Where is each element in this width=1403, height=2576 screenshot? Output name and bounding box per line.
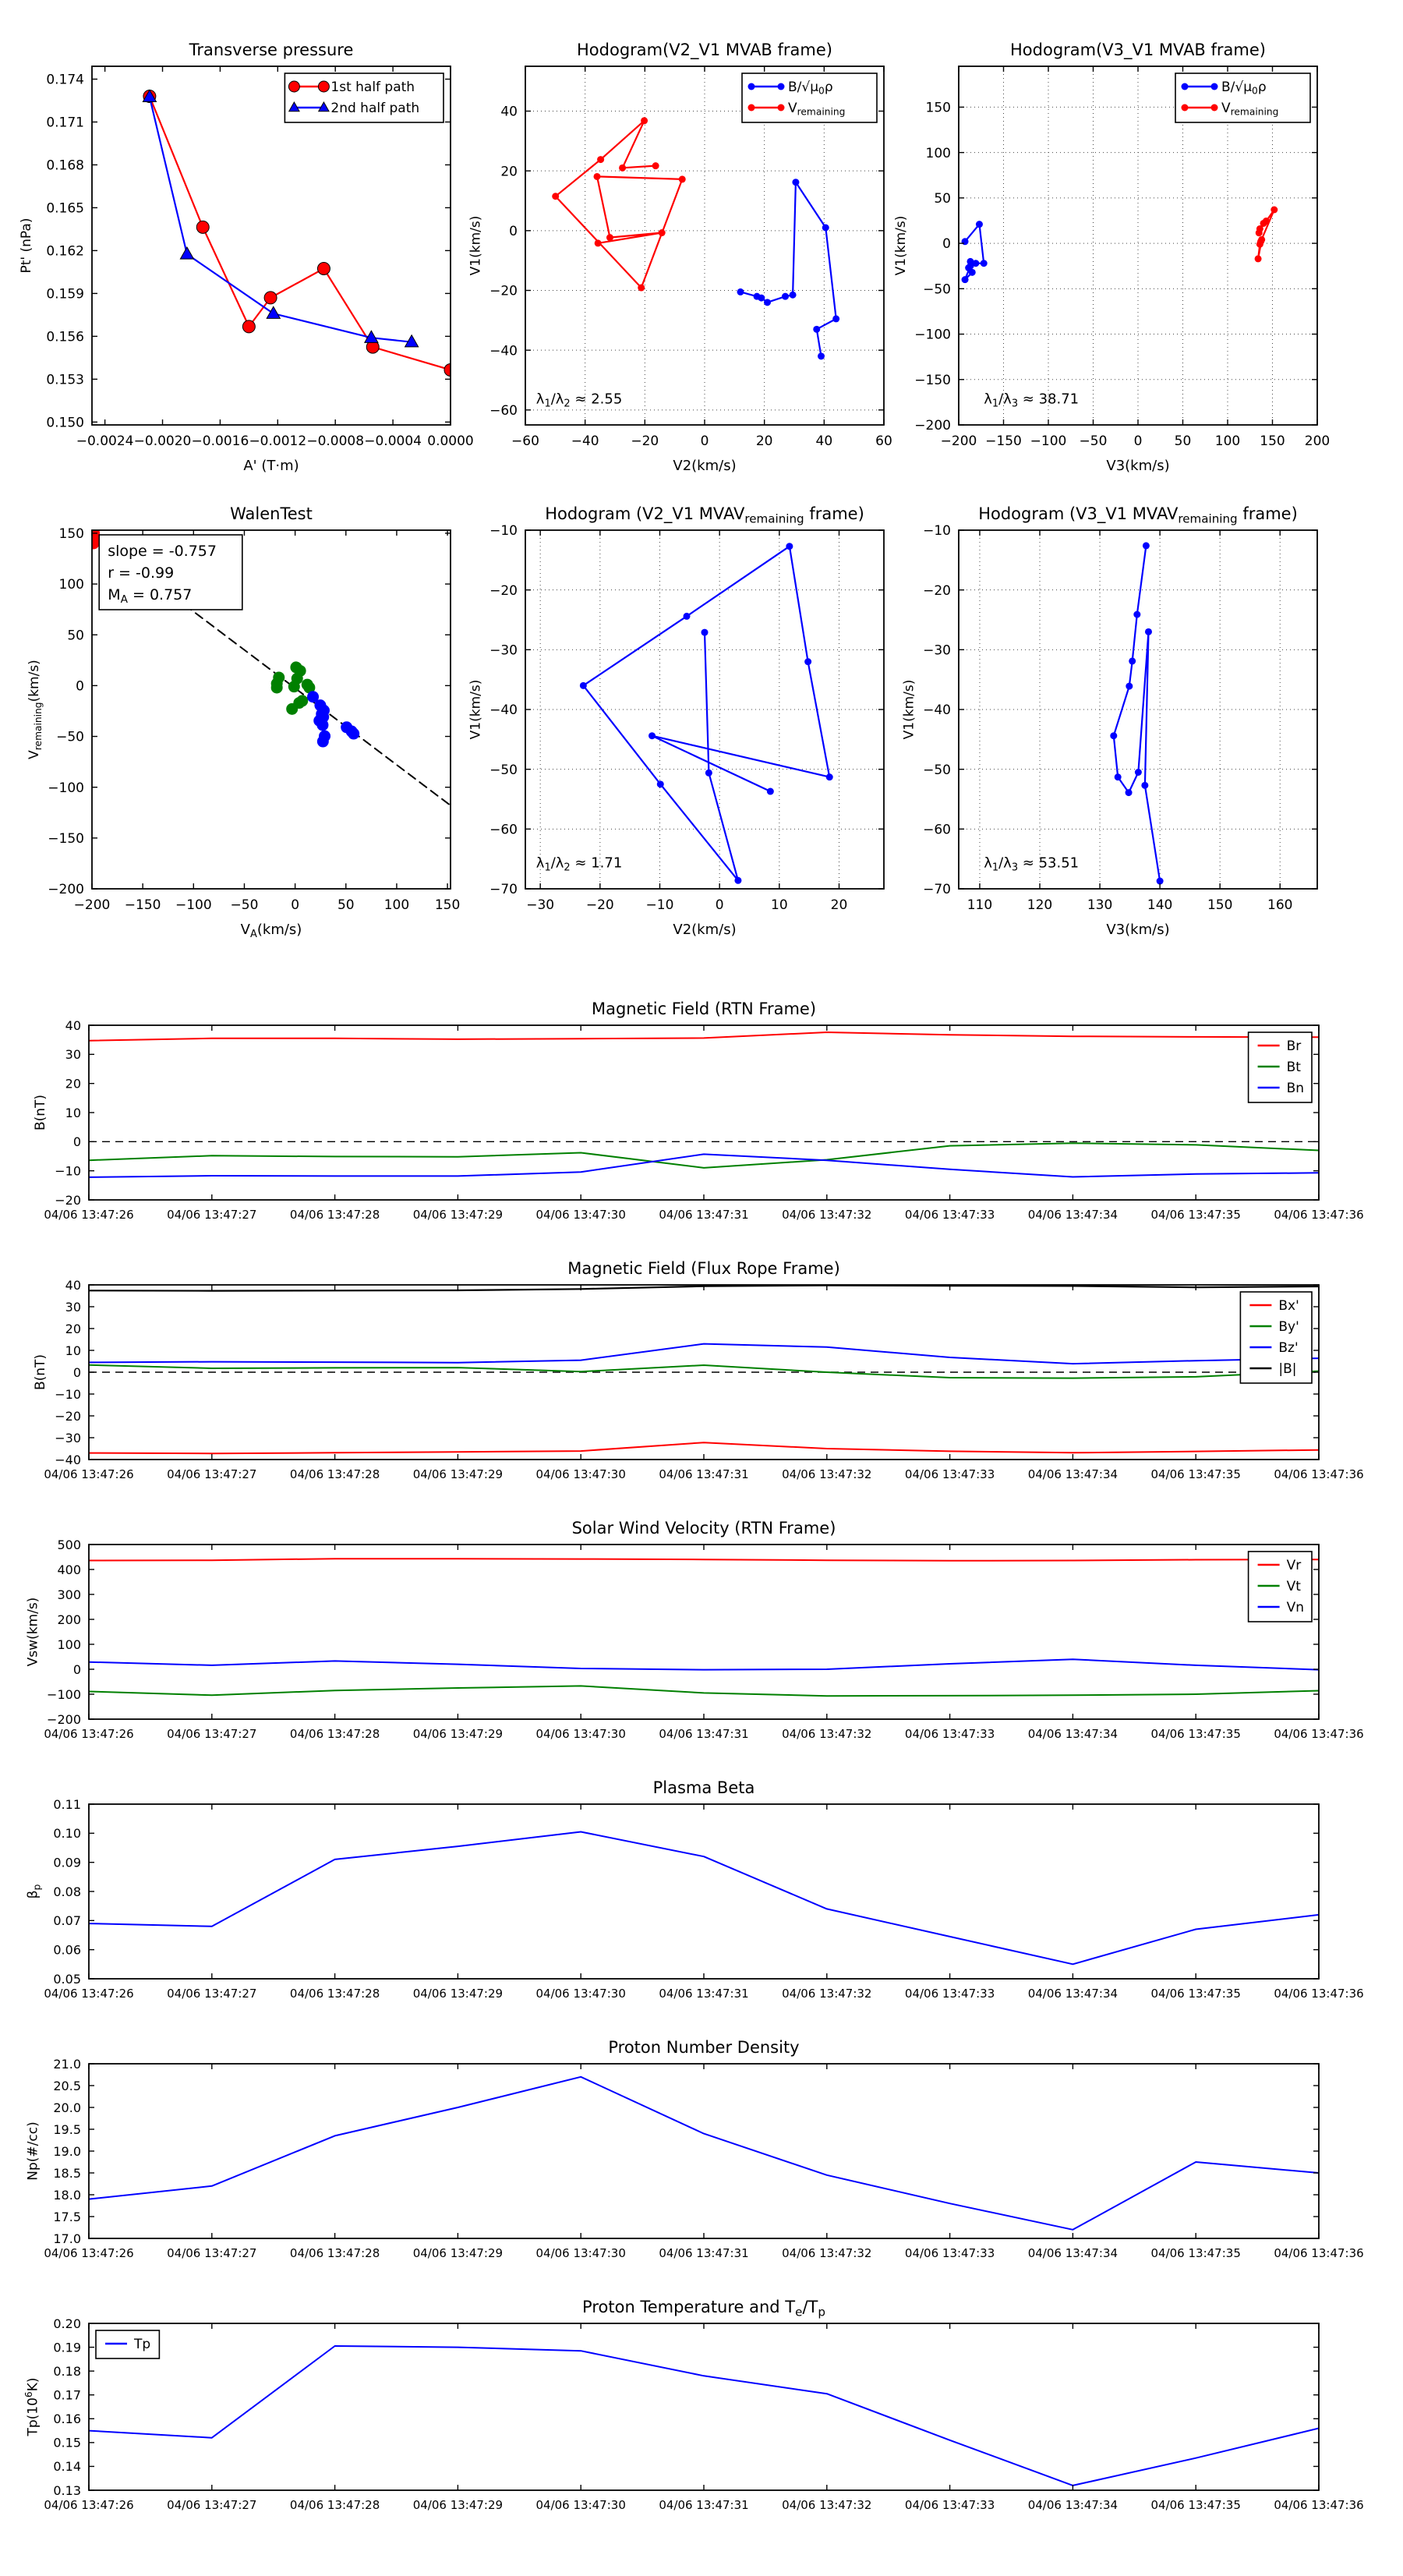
y-tick-label: 0.18: [53, 2363, 81, 2379]
legend-label: $B/√\mu_0\rho$: [788, 79, 833, 97]
y-tick-label: −60: [489, 822, 518, 838]
y-tick-label: 40: [500, 104, 518, 120]
y-tick-label: 17.0: [53, 2231, 81, 2246]
x-tick-label: 100: [1214, 433, 1241, 449]
y-tick-label: 19.0: [53, 2143, 81, 2159]
y-tick-label: −60: [489, 402, 518, 419]
x-tick-label: 20: [755, 433, 773, 449]
y-tick-label: −100: [48, 780, 84, 796]
y-tick-label: 19.5: [53, 2121, 81, 2137]
y-axis-label: B(nT): [33, 1353, 49, 1391]
x-tick-label: 04/06 13:47:27: [167, 1987, 257, 2001]
panel-title: Magnetic Field (RTN Frame): [591, 1000, 817, 1018]
x-tick-label: 04/06 13:47:30: [535, 2498, 626, 2512]
y-tick-label: 17.5: [53, 2209, 81, 2224]
annotation-line: $M_A = 0.757$: [108, 586, 193, 607]
x-tick-label: −0.0008: [306, 433, 365, 449]
y-tick-label: 18.5: [53, 2165, 81, 2181]
x-axis-label: V3(km/s): [1106, 458, 1170, 474]
x-tick-label: −50: [1079, 433, 1108, 449]
legend-label: $V_{remaining}$: [1221, 100, 1279, 118]
annotation-text: $\lambda_1/\lambda_2 \approx 2.55$: [535, 391, 623, 410]
x-tick-label: 04/06 13:47:32: [782, 1727, 872, 1741]
y-tick-label: 0.15: [53, 2435, 81, 2450]
y-tick-label: −10: [489, 523, 518, 540]
y-tick-label: 0: [72, 1364, 81, 1380]
x-tick-label: 04/06 13:47:35: [1150, 1208, 1241, 1222]
x-tick-label: −50: [230, 897, 259, 913]
y-tick-label: −20: [923, 582, 951, 599]
y-axis-label: Pt' (nPa): [19, 218, 34, 274]
x-axis-label: $V_A(km/s)$: [240, 922, 302, 940]
y-tick-label: 0: [72, 1134, 81, 1150]
x-tick-label: 04/06 13:47:32: [782, 2498, 872, 2512]
x-tick-label: 200: [1304, 433, 1331, 449]
y-tick-label: 0.19: [53, 2340, 81, 2355]
legend-label: Vt: [1286, 1578, 1301, 1594]
x-tick-label: −200: [73, 897, 111, 913]
x-tick-label: 04/06 13:47:31: [659, 1208, 749, 1222]
panel-title: Hodogram (V2_V1 $MVAV_{remaining}$ frame): [545, 504, 864, 526]
panel-title: Proton Number Density: [608, 2038, 800, 2057]
annotation: [99, 535, 242, 610]
legend-label: 1st half path: [330, 79, 415, 95]
y-tick-label: −20: [489, 283, 518, 299]
y-tick-label: 10: [65, 1343, 81, 1358]
legend: [1175, 73, 1310, 122]
y-axis-label: V1(km/s): [468, 215, 484, 276]
legend-label: |B|: [1278, 1361, 1297, 1377]
x-tick-label: −150: [124, 897, 161, 913]
x-tick-label: 04/06 13:47:29: [412, 1987, 504, 2001]
y-axis-label: $\beta_p$: [25, 1884, 43, 1899]
y-tick-label: −50: [489, 762, 518, 778]
annotation-line: slope = -0.757: [108, 542, 217, 560]
y-tick-label: 200: [57, 1612, 81, 1627]
y-tick-label: −20: [55, 1192, 81, 1208]
y-tick-label: −30: [923, 642, 951, 659]
x-tick-label: 04/06 13:47:36: [1274, 1987, 1364, 2001]
x-tick-label: 04/06 13:47:33: [904, 1208, 995, 1222]
x-tick-label: 04/06 13:47:27: [167, 1467, 257, 1481]
x-tick-label: 04/06 13:47:28: [289, 1987, 380, 2001]
y-tick-label: −100: [914, 327, 951, 343]
y-tick-label: 100: [925, 145, 951, 161]
y-tick-label: 20: [65, 1321, 81, 1336]
x-tick-label: 04/06 13:47:35: [1150, 1467, 1241, 1481]
y-tick-label: 0.09: [53, 1855, 81, 1870]
legend-label: Vn: [1286, 1599, 1305, 1615]
y-tick-label: 0.06: [53, 1942, 81, 1958]
x-tick-label: 140: [1147, 897, 1173, 913]
y-tick-label: −200: [914, 418, 951, 434]
x-tick-label: 04/06 13:47:28: [289, 1727, 380, 1741]
y-tick-label: 40: [65, 1277, 81, 1293]
x-tick-label: 04/06 13:47:32: [782, 1208, 872, 1222]
x-tick-label: 04/06 13:47:30: [535, 1467, 626, 1481]
legend-label: Bt: [1286, 1059, 1301, 1075]
legend: [96, 2330, 159, 2358]
x-tick-label: 04/06 13:47:35: [1150, 2498, 1241, 2512]
y-tick-label: −50: [923, 762, 951, 778]
x-axis-label: V2(km/s): [673, 922, 737, 938]
x-tick-label: 04/06 13:47:29: [412, 2246, 504, 2260]
x-tick-label: −0.0016: [191, 433, 249, 449]
annotation-text: $\lambda_1/\lambda_2 \approx 1.71$: [535, 855, 623, 874]
x-tick-label: 160: [1267, 897, 1293, 913]
legend-label: Bz': [1278, 1339, 1299, 1356]
legend-label: 2nd half path: [330, 100, 420, 116]
x-tick-label: 04/06 13:47:35: [1150, 1987, 1241, 2001]
x-tick-label: 50: [337, 897, 355, 913]
y-tick-label: −40: [923, 702, 951, 719]
x-tick-label: 04/06 13:47:36: [1274, 1467, 1364, 1481]
y-tick-label: −50: [923, 281, 951, 298]
x-tick-label: 04/06 13:47:36: [1274, 1727, 1364, 1741]
x-tick-label: 04/06 13:47:26: [44, 1208, 134, 1222]
y-tick-label: −30: [55, 1430, 81, 1445]
x-tick-label: 04/06 13:47:33: [904, 2498, 995, 2512]
y-axis-label: V1(km/s): [901, 679, 917, 740]
y-tick-label: 150: [925, 100, 951, 116]
x-tick-label: 150: [434, 897, 461, 913]
annotation-line: r = -0.99: [108, 564, 175, 582]
y-tick-label: 40: [65, 1017, 81, 1033]
x-tick-label: 04/06 13:47:34: [1027, 1987, 1119, 2001]
legend: [1240, 1292, 1312, 1383]
x-tick-label: 04/06 13:47:30: [535, 1987, 626, 2001]
y-tick-label: −40: [55, 1452, 81, 1467]
y-tick-label: 0.162: [46, 243, 84, 260]
x-tick-label: −40: [571, 433, 599, 449]
x-tick-label: 0: [1133, 433, 1143, 449]
x-tick-label: 04/06 13:47:26: [44, 1987, 134, 2001]
y-tick-label: −30: [489, 642, 518, 659]
x-tick-label: −20: [585, 897, 614, 913]
y-tick-label: 0.17: [53, 2387, 81, 2403]
y-tick-label: 500: [57, 1537, 81, 1552]
y-tick-label: −200: [47, 1711, 81, 1727]
x-tick-label: 04/06 13:47:27: [167, 1727, 257, 1741]
y-tick-label: 0.16: [53, 2411, 81, 2427]
y-tick-label: −40: [489, 343, 518, 359]
x-tick-label: 04/06 13:47:36: [1274, 1208, 1364, 1222]
x-tick-label: 60: [875, 433, 892, 449]
y-tick-label: 0.07: [53, 1913, 81, 1929]
x-tick-label: 04/06 13:47:31: [659, 1467, 749, 1481]
y-tick-label: 0.13: [53, 2482, 81, 2498]
y-tick-label: −60: [923, 822, 951, 838]
y-axis-label: B(nT): [33, 1094, 49, 1131]
x-tick-label: 04/06 13:47:33: [904, 1467, 995, 1481]
legend-label: $B/√\mu_0\rho$: [1221, 79, 1267, 97]
x-tick-label: 100: [383, 897, 410, 913]
y-axis-label: Np(#/cc): [25, 2121, 41, 2181]
y-tick-label: 0.171: [46, 115, 84, 131]
x-tick-label: −10: [645, 897, 674, 913]
x-tick-label: −20: [631, 433, 659, 449]
x-tick-label: 04/06 13:47:34: [1027, 2246, 1119, 2260]
y-tick-label: 0.165: [46, 200, 84, 217]
y-tick-label: 0.11: [53, 1796, 81, 1812]
y-tick-label: −150: [914, 372, 951, 388]
y-tick-label: 50: [67, 628, 84, 644]
x-axis-label: V3(km/s): [1106, 922, 1170, 938]
x-tick-label: 0: [700, 433, 709, 449]
y-tick-label: −20: [489, 582, 518, 599]
legend: [284, 73, 444, 122]
x-tick-label: 04/06 13:47:26: [44, 1467, 134, 1481]
x-tick-label: 04/06 13:47:33: [904, 2246, 995, 2260]
legend-label: Br: [1286, 1038, 1302, 1054]
y-tick-label: −200: [48, 882, 84, 898]
x-tick-label: 04/06 13:47:27: [167, 2498, 257, 2512]
x-tick-label: −30: [526, 897, 555, 913]
panel-title: Hodogram(V2_V1 MVAB frame): [577, 41, 832, 59]
x-tick-label: 04/06 13:47:34: [1027, 1208, 1119, 1222]
x-tick-label: −0.0020: [133, 433, 192, 449]
x-tick-label: 04/06 13:47:28: [289, 2246, 380, 2260]
x-tick-label: 04/06 13:47:27: [167, 2246, 257, 2260]
x-tick-label: 04/06 13:47:34: [1027, 2498, 1119, 2512]
panel-title: Magnetic Field (Flux Rope Frame): [567, 1259, 840, 1278]
panel-title: Proton Temperature and $T_e/T_p$: [582, 2298, 825, 2319]
x-tick-label: −60: [511, 433, 539, 449]
x-tick-label: −0.0024: [76, 433, 134, 449]
x-tick-label: −0.0004: [364, 433, 422, 449]
x-tick-label: 04/06 13:47:29: [412, 1467, 504, 1481]
y-tick-label: 0.150: [46, 415, 84, 431]
y-tick-label: 18.0: [53, 2187, 81, 2203]
y-tick-label: 150: [58, 526, 84, 543]
legend: [1249, 1552, 1312, 1622]
y-tick-label: −70: [923, 882, 951, 898]
y-tick-label: 0.14: [53, 2459, 81, 2475]
y-tick-label: −10: [923, 523, 951, 540]
y-tick-label: 0.05: [53, 1971, 81, 1987]
y-tick-label: 20.0: [53, 2100, 81, 2115]
x-tick-label: 04/06 13:47:33: [904, 1727, 995, 1741]
y-tick-label: −50: [56, 729, 84, 745]
y-tick-label: 0.153: [46, 372, 84, 388]
y-tick-label: 30: [65, 1299, 81, 1315]
annotation-text: $\lambda_1/\lambda_3 \approx 38.71$: [984, 391, 1080, 410]
y-axis-label: Vsw(km/s): [25, 1597, 41, 1667]
x-tick-label: 20: [830, 897, 848, 913]
legend-label: Bx': [1278, 1297, 1299, 1314]
y-axis-label: V1(km/s): [893, 215, 910, 276]
y-tick-label: 100: [57, 1637, 81, 1652]
y-tick-label: 0.159: [46, 286, 84, 303]
x-tick-label: 04/06 13:47:31: [659, 2498, 749, 2512]
x-tick-label: 50: [1174, 433, 1192, 449]
y-tick-label: 300: [57, 1587, 81, 1602]
x-tick-label: −100: [1030, 433, 1067, 449]
y-axis-label: V1(km/s): [468, 679, 484, 740]
y-tick-label: −150: [48, 830, 84, 847]
y-tick-label: 0: [509, 223, 518, 239]
y-axis-label: $Tp(10^6K)$: [23, 2377, 41, 2436]
y-tick-label: 0.20: [53, 2316, 81, 2331]
x-tick-label: 04/06 13:47:34: [1027, 1467, 1119, 1481]
x-tick-label: 150: [1207, 897, 1233, 913]
legend: [742, 73, 877, 122]
x-tick-label: 04/06 13:47:32: [782, 2246, 872, 2260]
x-tick-label: 04/06 13:47:36: [1274, 2246, 1364, 2260]
x-axis-label: V2(km/s): [673, 458, 737, 474]
legend: [1249, 1032, 1312, 1102]
y-tick-label: 50: [934, 190, 951, 207]
x-tick-label: 04/06 13:47:30: [535, 1208, 626, 1222]
y-tick-label: 100: [58, 577, 84, 593]
legend-label: Tp: [134, 2336, 151, 2352]
x-tick-label: 04/06 13:47:29: [412, 1727, 504, 1741]
legend-label: Vr: [1286, 1557, 1302, 1573]
x-tick-label: 04/06 13:47:29: [412, 2498, 504, 2512]
legend-label: $V_{remaining}$: [788, 100, 846, 118]
x-tick-label: 04/06 13:47:28: [289, 1208, 380, 1222]
x-tick-label: 120: [1027, 897, 1053, 913]
annotation: [984, 855, 1079, 873]
y-tick-label: −10: [55, 1163, 81, 1179]
y-tick-label: −40: [489, 702, 518, 719]
panel-title: Hodogram(V3_V1 MVAB frame): [1010, 41, 1266, 59]
y-tick-label: 400: [57, 1562, 81, 1577]
x-tick-label: 04/06 13:47:34: [1027, 1727, 1119, 1741]
x-tick-label: 04/06 13:47:30: [535, 1727, 626, 1741]
x-tick-label: 0: [291, 897, 300, 913]
x-tick-label: 04/06 13:47:31: [659, 2246, 749, 2260]
y-tick-label: 30: [65, 1047, 81, 1063]
panel-title: Transverse pressure: [189, 41, 354, 59]
y-tick-label: −20: [55, 1408, 81, 1424]
x-tick-label: −0.0012: [249, 433, 307, 449]
x-tick-label: 04/06 13:47:27: [167, 1208, 257, 1222]
x-tick-label: 04/06 13:47:26: [44, 2498, 134, 2512]
y-tick-label: 0.08: [53, 1884, 81, 1899]
y-tick-label: −100: [47, 1686, 81, 1702]
x-tick-label: 04/06 13:47:28: [289, 2498, 380, 2512]
x-tick-label: 04/06 13:47:30: [535, 2246, 626, 2260]
annotation: [984, 391, 1079, 409]
y-tick-label: 20: [500, 164, 518, 180]
panel-title: Hodogram (V3_V1 $MVAV_{remaining}$ frame): [978, 504, 1298, 526]
y-tick-label: 0.168: [46, 157, 84, 174]
x-tick-label: 04/06 13:47:32: [782, 1987, 872, 2001]
y-tick-label: −70: [489, 882, 518, 898]
legend-label: By': [1278, 1318, 1299, 1335]
x-tick-label: 04/06 13:47:26: [44, 1727, 134, 1741]
annotation-text: $\lambda_1/\lambda_3 \approx 53.51$: [984, 855, 1080, 874]
x-tick-label: 110: [967, 897, 993, 913]
y-tick-label: 0.156: [46, 329, 84, 345]
x-tick-label: 04/06 13:47:33: [904, 1987, 995, 2001]
y-tick-label: 0.10: [53, 1826, 81, 1842]
x-tick-label: 130: [1087, 897, 1113, 913]
x-tick-label: 0: [715, 897, 724, 913]
x-tick-label: 150: [1260, 433, 1285, 449]
y-tick-label: 0: [942, 236, 951, 253]
x-tick-label: 04/06 13:47:26: [44, 2246, 134, 2260]
x-tick-label: 04/06 13:47:31: [659, 1727, 749, 1741]
y-tick-label: 0.174: [46, 72, 84, 88]
x-tick-label: −100: [175, 897, 212, 913]
panel-title: Solar Wind Velocity (RTN Frame): [571, 1519, 836, 1537]
y-axis-label: $V_{remaining}(km/s)$: [27, 660, 44, 759]
x-axis-label: A' (T·m): [243, 458, 299, 474]
x-tick-label: 40: [815, 433, 833, 449]
x-tick-label: 04/06 13:47:35: [1150, 1727, 1241, 1741]
x-tick-label: 04/06 13:47:29: [412, 1208, 504, 1222]
x-tick-label: 0.0000: [427, 433, 474, 449]
y-tick-label: 10: [65, 1105, 81, 1120]
x-tick-label: 04/06 13:47:36: [1274, 2498, 1364, 2512]
y-tick-label: 21.0: [53, 2056, 81, 2072]
x-tick-label: 04/06 13:47:28: [289, 1467, 380, 1481]
legend-label: Bn: [1286, 1080, 1305, 1096]
x-tick-label: −150: [985, 433, 1022, 449]
x-tick-label: 10: [771, 897, 788, 913]
panel-title: WalenTest: [230, 504, 313, 523]
x-tick-label: 04/06 13:47:32: [782, 1467, 872, 1481]
x-tick-label: 04/06 13:47:31: [659, 1987, 749, 2001]
x-tick-label: −200: [940, 433, 977, 449]
y-tick-label: 0: [72, 1661, 81, 1677]
y-tick-label: 0: [76, 678, 84, 695]
y-tick-label: −10: [55, 1386, 81, 1402]
y-tick-label: 20.5: [53, 2078, 81, 2093]
x-tick-label: 04/06 13:47:35: [1150, 2246, 1241, 2260]
y-tick-label: 20: [65, 1076, 81, 1092]
panel-title: Plasma Beta: [652, 1778, 755, 1797]
